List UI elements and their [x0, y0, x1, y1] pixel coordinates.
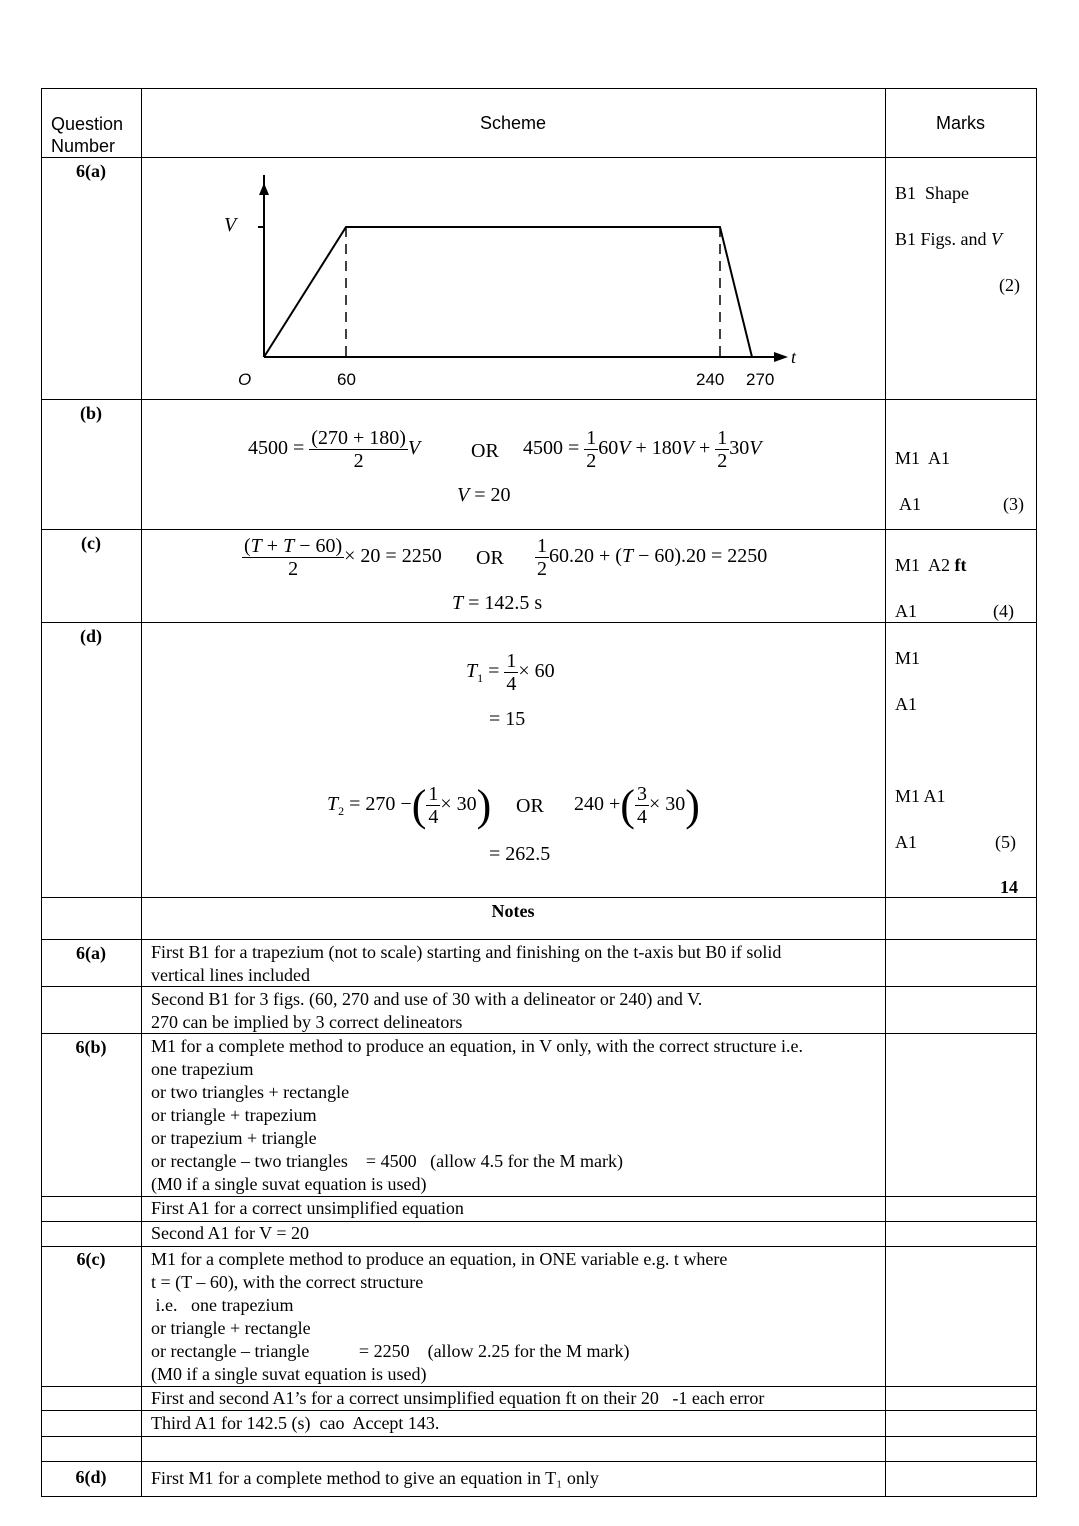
part-d-t2-equation: $T_2 = 270$ −( $\frac{1}{4}$ × 30): [327, 781, 492, 830]
tick-label-270: 270: [746, 370, 775, 389]
x-axis-label: t: [791, 347, 797, 367]
part-b-total: (3): [1003, 494, 1024, 514]
part-d-mark-3: M1 A1: [895, 786, 946, 806]
note-label-6b: 6(b): [75, 1037, 107, 1057]
part-d-t1-result: = 15: [489, 708, 526, 730]
part-d-total: (5): [995, 832, 1016, 852]
part-c-equation-1: $\frac{(T + T - 60)}{2}$ × 20 = 2250: [244, 535, 442, 580]
part-c-total: (4): [993, 601, 1014, 621]
part-b-equation-1: 4500 = $\frac{(270 + 180)}{2}$ V: [248, 427, 421, 472]
part-d-mark-1: M1: [895, 648, 921, 668]
part-c-equation-2: $\frac{1}{2}$ 60.20 + (T − 60).20 = 2250: [537, 535, 768, 580]
note-label-6a: 6(a): [76, 943, 106, 963]
part-c-mark-1: M1 A2 ft: [895, 555, 967, 575]
part-d-mark-4: A1: [895, 832, 917, 852]
y-axis-label: V: [224, 214, 237, 236]
note-6d-first-m1: First M1 for a complete method to give an equation in T₁ only: [151, 1468, 599, 1488]
part-b-or: OR: [471, 440, 499, 462]
part-a-mark-figs: B1 Figs. and V: [895, 229, 1003, 249]
part-d-label: (d): [80, 626, 102, 646]
part-b-label: (b): [80, 403, 102, 423]
note-6a-second-b1: Second B1 for 3 figs. (60, 270 and use of 30 with a delineator or 240) and V. 270 can be implied by 3 correct delineators: [151, 989, 703, 1032]
question-total: 14: [1000, 877, 1018, 897]
header-scheme: Scheme: [479, 113, 547, 133]
note-6a-first-b1: First B1 for a trapezium (not to scale) starting and finishing on the t-axis but B0 if solid vertical lines included: [151, 942, 782, 985]
part-d-mark-2: A1: [895, 694, 917, 714]
note-label-6c: 6(c): [76, 1249, 106, 1269]
part-d-t2-result: = 262.5: [489, 843, 551, 865]
note-6b-m1: M1 for a complete method to produce an equation, in V only, with the correct structure i.e. one trapezium or two triangles + rectangle or triangle + trapezium or trapezium + triangle or rectangle – two triangles = 4500 (allow 4.5 for the M mark) (M0 if a single suvat equation is used): [151, 1036, 803, 1194]
part-a-label: 6(a): [76, 161, 106, 181]
velocity-time-graph: [200, 175, 820, 395]
trapezium: [264, 227, 752, 357]
notes-heading: Notes: [491, 901, 535, 921]
note-6c-a1s: First and second A1’s for a correct unsimplified equation ft on their 20 -1 each error: [151, 1388, 765, 1408]
tick-label-60: 60: [337, 370, 356, 389]
note-6c-third-a1: Third A1 for 142.5 (s) cao Accept 143.: [151, 1413, 440, 1433]
note-6c-m1: M1 for a complete method to produce an equation, in ONE variable e.g. t where t = (T – 60), with the correct structure i.e. one trapezium or triangle + rectangle or rectangle – triangle = 2250 (allow 2.25 for the M mark) (M0 if a single suvat equation is used): [151, 1249, 728, 1384]
part-d-t2-alt: 240 +( $\frac{3}{4}$ × 30): [574, 781, 700, 830]
y-axis-arrow: [259, 183, 269, 195]
part-c-label: (c): [81, 533, 101, 553]
part-b-result: V = 20: [457, 484, 511, 506]
part-a-total: (2): [999, 275, 1020, 295]
part-c-result: T = 142.5 s: [452, 592, 543, 614]
part-c-or: OR: [476, 547, 504, 569]
note-label-6d: 6(d): [75, 1467, 107, 1487]
part-b-equation-2: 4500 = $\frac{1}{2}$ 60V + 180V + $\frac{1}{2}$ 30V: [523, 427, 762, 472]
tick-label-240: 240: [696, 370, 725, 389]
note-6b-second-a1: Second A1 for V = 20: [151, 1223, 309, 1243]
note-6b-first-a1: First A1 for a correct unsimplified equation: [151, 1198, 464, 1218]
origin-label: O: [238, 370, 252, 389]
part-d-or: OR: [516, 795, 544, 817]
part-b-mark-2: A1: [899, 494, 921, 514]
header-marks: Marks: [936, 113, 985, 133]
part-b-mark-1: M1 A1: [895, 448, 951, 468]
part-d-t1-equation: $T_1$ = $\frac{1}{4}$ × 60: [466, 650, 555, 695]
header-question-number: Question Number: [51, 114, 124, 156]
x-axis-arrow: [774, 352, 788, 362]
part-a-mark-shape: B1 Shape: [895, 183, 969, 203]
part-c-mark-2: A1: [895, 601, 917, 621]
